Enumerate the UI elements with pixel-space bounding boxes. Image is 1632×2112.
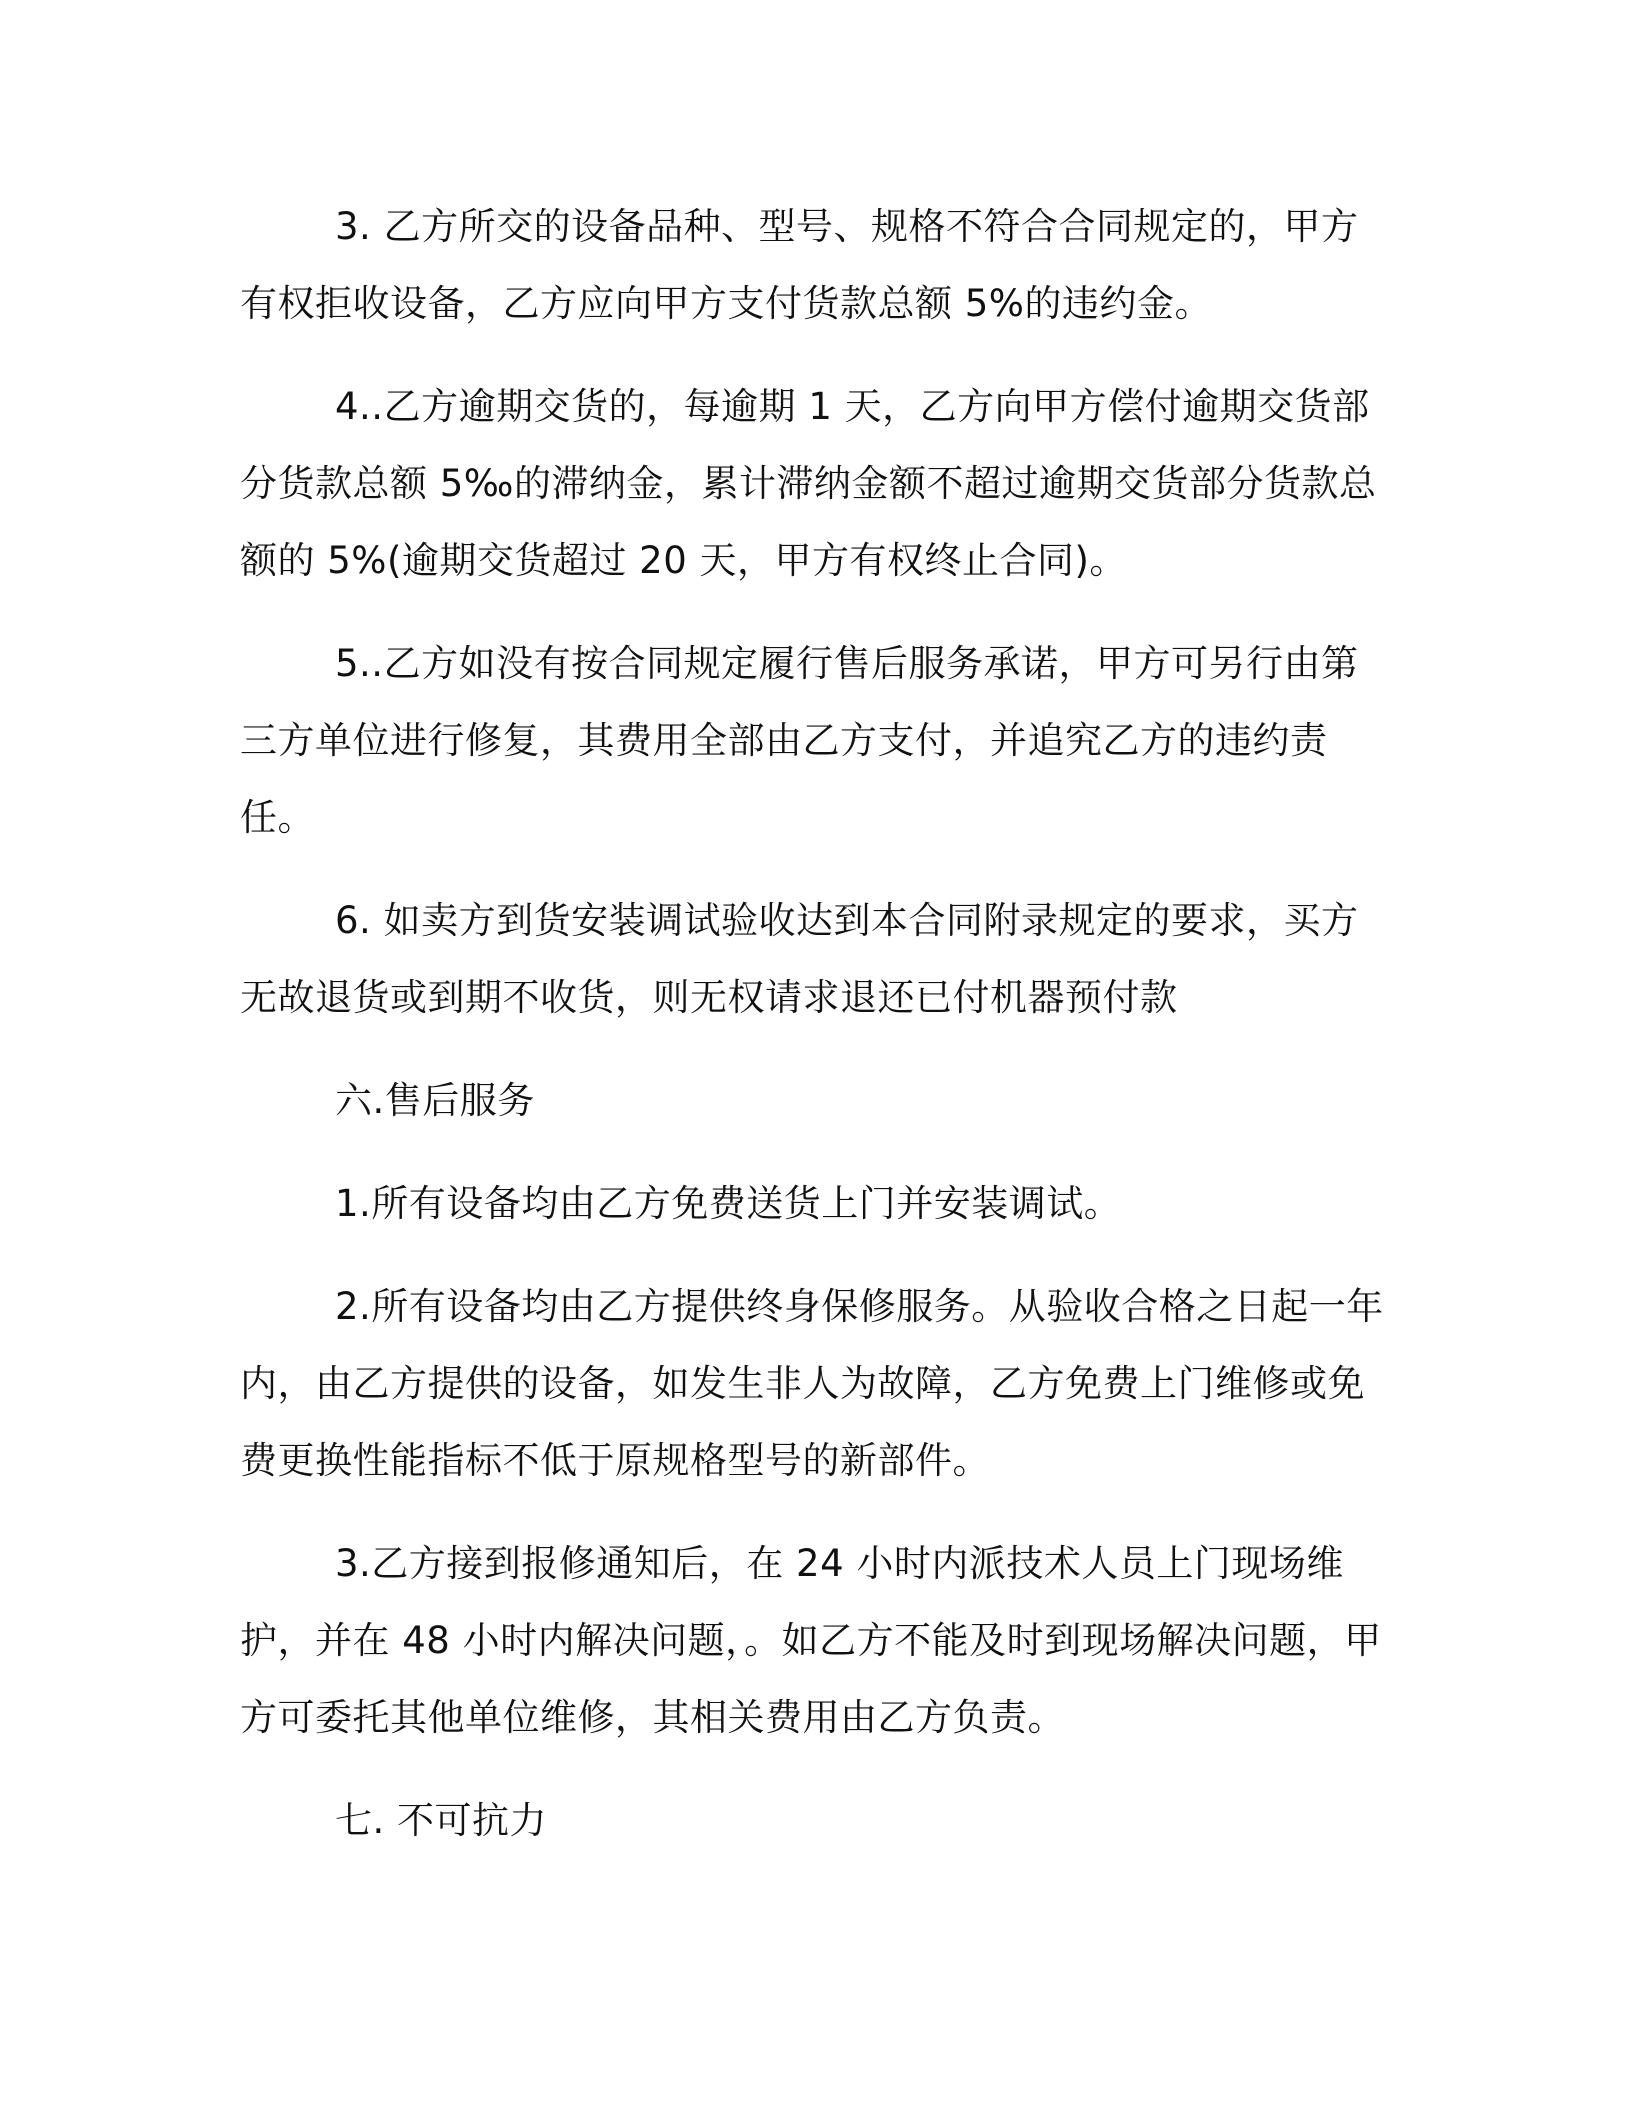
section-heading: 六.售后服务 [335, 1079, 535, 1122]
clause-paragraph: 4..乙方逾期交货的，每逾期 1 天，乙方向甲方偿付逾期交货部分货款总额 5‰的滞纳金，累计滞纳金额不超过逾期交货部分货款总额的 5%(逾期交货超过 20 天，甲方有权终止合同)。 [240, 385, 1377, 582]
document-body [240, 188, 1390, 1885]
clause-paragraph: 5..乙方如没有按合同规定履行售后服务承诺，甲方可另行由第三方单位进行修复，其费用全部由乙方支付，并追究乙方的违约责任。 [240, 642, 1359, 839]
clause-paragraph: 6. 如卖方到货安装调试验收达到本合同附录规定的要求，买方无故退货或到期不收货，则无权请求退还已付机器预付款 [240, 899, 1359, 1019]
clause-paragraph: 2.所有设备均由乙方提供终身保修服务。从验收合格之日起一年内，由乙方提供的设备，如发生非人为故障，乙方免费上门维修或免费更换性能指标不低于原规格型号的新部件。 [240, 1285, 1384, 1482]
section-heading: 七. 不可抗力 [335, 1799, 548, 1842]
clause-paragraph: 3.乙方接到报修通知后，在 24 小时内派技术人员上门现场维护，并在 48 小时内解决问题，。如乙方不能及时到现场解决问题，甲方可委托其他单位维修，其相关费用由乙方负责。 [240, 1542, 1382, 1739]
clause-paragraph: 3. 乙方所交的设备品种、型号、规格不符合合同规定的，甲方有权拒收设备，乙方应向甲方支付货款总额 5%的违约金。 [240, 205, 1359, 325]
clause-paragraph: 1.所有设备均由乙方免费送货上门并安装调试。 [335, 1182, 1122, 1225]
